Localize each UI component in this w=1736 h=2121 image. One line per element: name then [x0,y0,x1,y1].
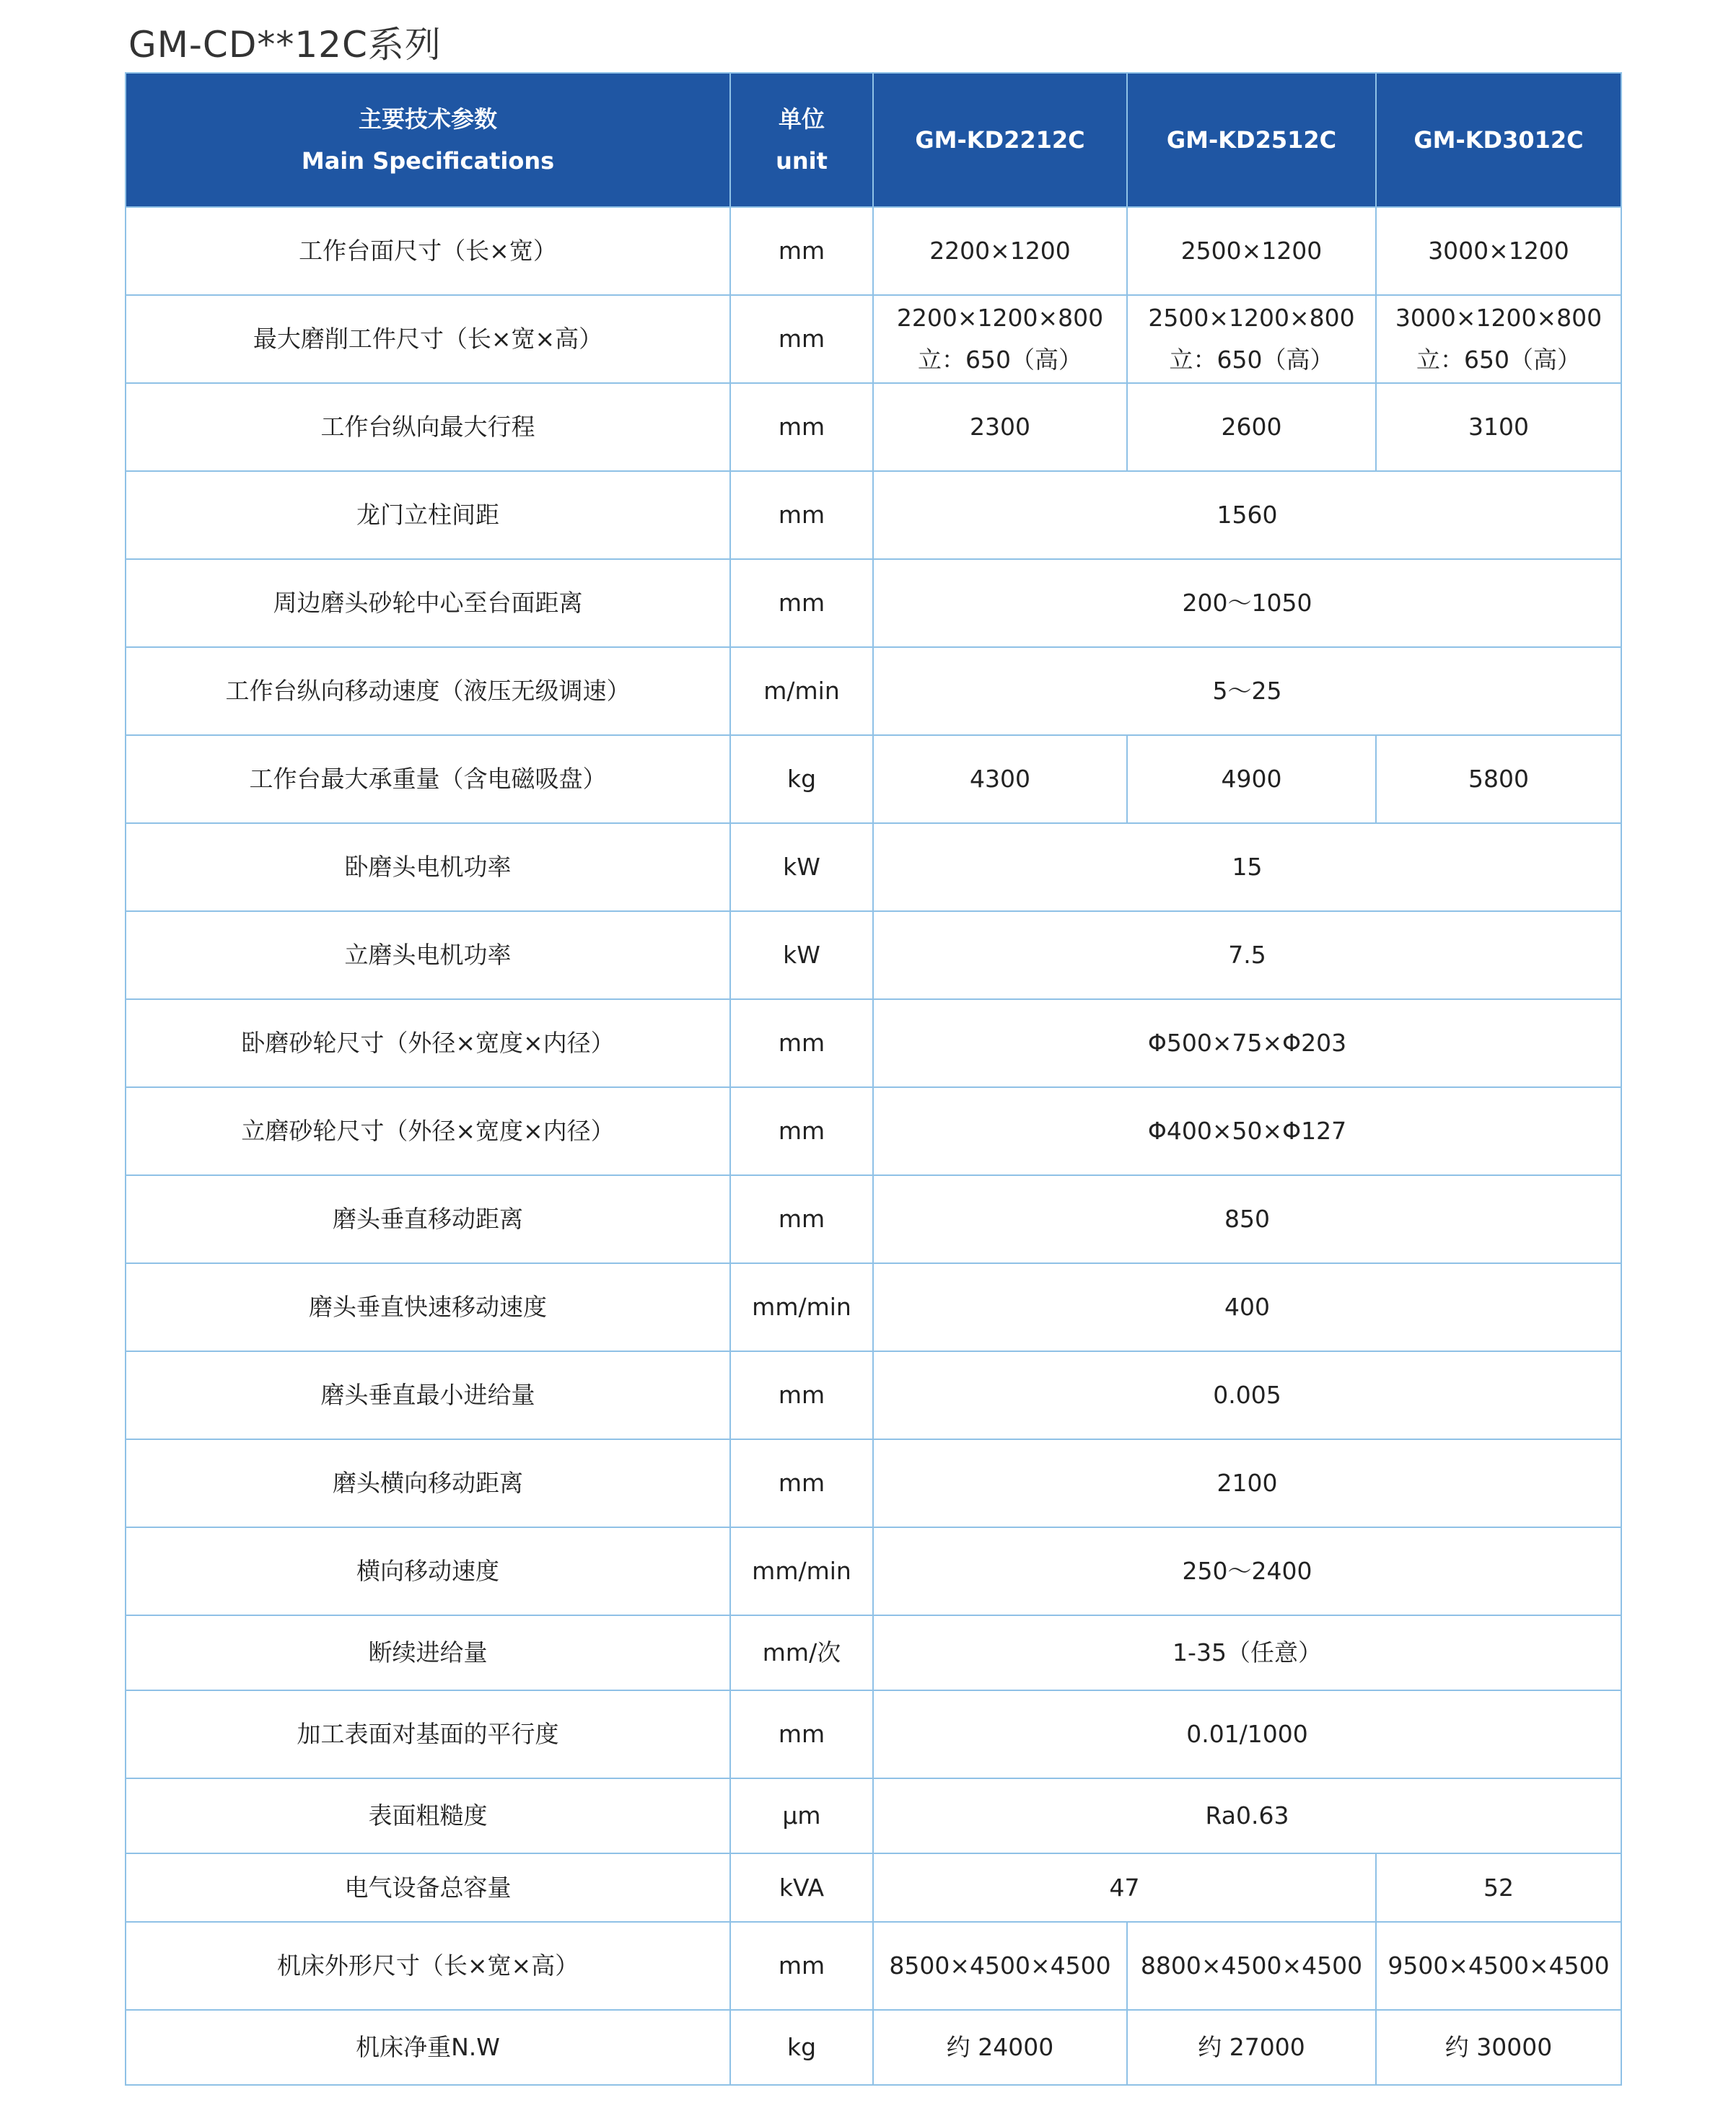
header-spec-cn: 主要技术参数 [358,105,497,133]
table-row [126,471,1621,559]
row-value [1376,295,1621,383]
row-name: 磨头垂直快速移动速度 [126,1263,730,1351]
row-unit: kW [730,823,873,911]
row-name: 龙门立柱间距 [126,471,730,559]
table-row [126,1527,1621,1615]
row-value: 2500×1200 [1127,207,1376,295]
table-row [126,1439,1621,1527]
row-value: 47 [873,1853,1376,1922]
row-value-line: 2200×1200×800 [896,304,1104,332]
row-value: 850 [873,1175,1621,1263]
row-value: 4300 [873,735,1127,823]
row-unit: mm [730,1690,873,1778]
row-value: 2600 [1127,383,1376,471]
row-value: 15 [873,823,1621,911]
row-value: 8800×4500×4500 [1127,1922,1376,2010]
row-unit: mm [730,1175,873,1263]
row-unit: mm/次 [730,1615,873,1690]
table-row [126,1175,1621,1263]
row-unit: m/min [730,647,873,735]
table-row [126,647,1621,735]
row-unit: mm [730,559,873,647]
table-row [126,999,1621,1087]
row-value: 8500×4500×4500 [873,1922,1127,2010]
row-name: 机床净重N.W [126,2010,730,2085]
table-header-row [126,73,1621,207]
row-name: 表面粗糙度 [126,1778,730,1853]
row-name: 磨头垂直最小进给量 [126,1351,730,1439]
row-name: 电气设备总容量 [126,1853,730,1922]
row-name: 最大磨削工件尺寸（长×宽×高） [126,295,730,383]
row-value: 1-35（任意） [873,1615,1621,1690]
row-name: 磨头横向移动距离 [126,1439,730,1527]
table-row [126,383,1621,471]
row-value: 3100 [1376,383,1621,471]
row-name: 立磨砂轮尺寸（外径×宽度×内径） [126,1087,730,1175]
row-value [873,295,1127,383]
row-value: Φ500×75×Φ203 [873,999,1621,1087]
table-row [126,823,1621,911]
row-value: 3000×1200 [1376,207,1621,295]
table-row [126,559,1621,647]
spec-table [125,72,1622,2086]
row-name: 加工表面对基面的平行度 [126,1690,730,1778]
row-unit: mm/min [730,1527,873,1615]
row-name: 周边磨头砂轮中心至台面距离 [126,559,730,647]
header-unit-en: unit [776,147,828,175]
row-name: 断续进给量 [126,1615,730,1690]
table-row [126,295,1621,383]
row-unit: kW [730,911,873,999]
table-row [126,1087,1621,1175]
row-value: 2300 [873,383,1127,471]
row-unit: kg [730,2010,873,2085]
row-unit: mm [730,999,873,1087]
row-value: 5800 [1376,735,1621,823]
row-value: 约 30000 [1376,2010,1621,2085]
row-value: 约 24000 [873,2010,1127,2085]
row-unit: mm [730,471,873,559]
row-name: 立磨头电机功率 [126,911,730,999]
header-model-1: GM-KD2212C [873,73,1127,207]
row-unit: kVA [730,1853,873,1922]
row-unit: mm [730,1439,873,1527]
row-value: 200～1050 [873,559,1621,647]
row-name: 卧磨砂轮尺寸（外径×宽度×内径） [126,999,730,1087]
row-name: 工作台最大承重量（含电磁吸盘） [126,735,730,823]
table-row [126,1690,1621,1778]
row-value: 400 [873,1263,1621,1351]
table-row [126,2010,1621,2085]
row-unit: mm [730,1922,873,2010]
row-value: 约 27000 [1127,2010,1376,2085]
row-value-line: 立：650（高） [1416,346,1581,374]
header-spec-en: Main Specifications [301,147,555,175]
row-unit: μm [730,1778,873,1853]
row-value: 4900 [1127,735,1376,823]
table-row [126,1615,1621,1690]
row-value: 52 [1376,1853,1621,1922]
row-value-line: 立：650（高） [918,346,1082,374]
row-value-line: 3000×1200×800 [1395,304,1603,332]
row-value: 5～25 [873,647,1621,735]
row-name: 磨头垂直移动距离 [126,1175,730,1263]
row-value: 1560 [873,471,1621,559]
row-unit: mm [730,1351,873,1439]
row-value: 250～2400 [873,1527,1621,1615]
row-unit: mm [730,383,873,471]
row-name: 工作台纵向移动速度（液压无级调速） [126,647,730,735]
header-unit [730,73,873,207]
row-value: 7.5 [873,911,1621,999]
row-unit: kg [730,735,873,823]
row-name: 工作台纵向最大行程 [126,383,730,471]
header-unit-cn: 单位 [778,105,825,133]
row-value: 2200×1200 [873,207,1127,295]
row-value-line: 立：650（高） [1169,346,1334,374]
header-model-2: GM-KD2512C [1127,73,1376,207]
row-value: Ra0.63 [873,1778,1621,1853]
row-name: 工作台面尺寸（长×宽） [126,207,730,295]
row-unit: mm [730,295,873,383]
row-unit: mm/min [730,1263,873,1351]
row-value: 0.01/1000 [873,1690,1621,1778]
row-value: 9500×4500×4500 [1376,1922,1621,2010]
row-name: 卧磨头电机功率 [126,823,730,911]
row-value [1127,295,1376,383]
row-value-line: 2500×1200×800 [1148,304,1355,332]
header-spec [126,73,730,207]
header-model-3: GM-KD3012C [1376,73,1621,207]
row-value: 2100 [873,1439,1621,1527]
table-row [126,1263,1621,1351]
row-unit: mm [730,207,873,295]
page-title: GM-CD**12C系列 [128,24,442,66]
row-value: 0.005 [873,1351,1621,1439]
row-name: 机床外形尺寸（长×宽×高） [126,1922,730,2010]
table-row [126,1853,1621,1922]
row-name: 横向移动速度 [126,1527,730,1615]
table-row [126,207,1621,295]
row-unit: mm [730,1087,873,1175]
table-row [126,1351,1621,1439]
table-row [126,911,1621,999]
table-row [126,1778,1621,1853]
table-row [126,1922,1621,2010]
table-row [126,735,1621,823]
row-value: Φ400×50×Φ127 [873,1087,1621,1175]
